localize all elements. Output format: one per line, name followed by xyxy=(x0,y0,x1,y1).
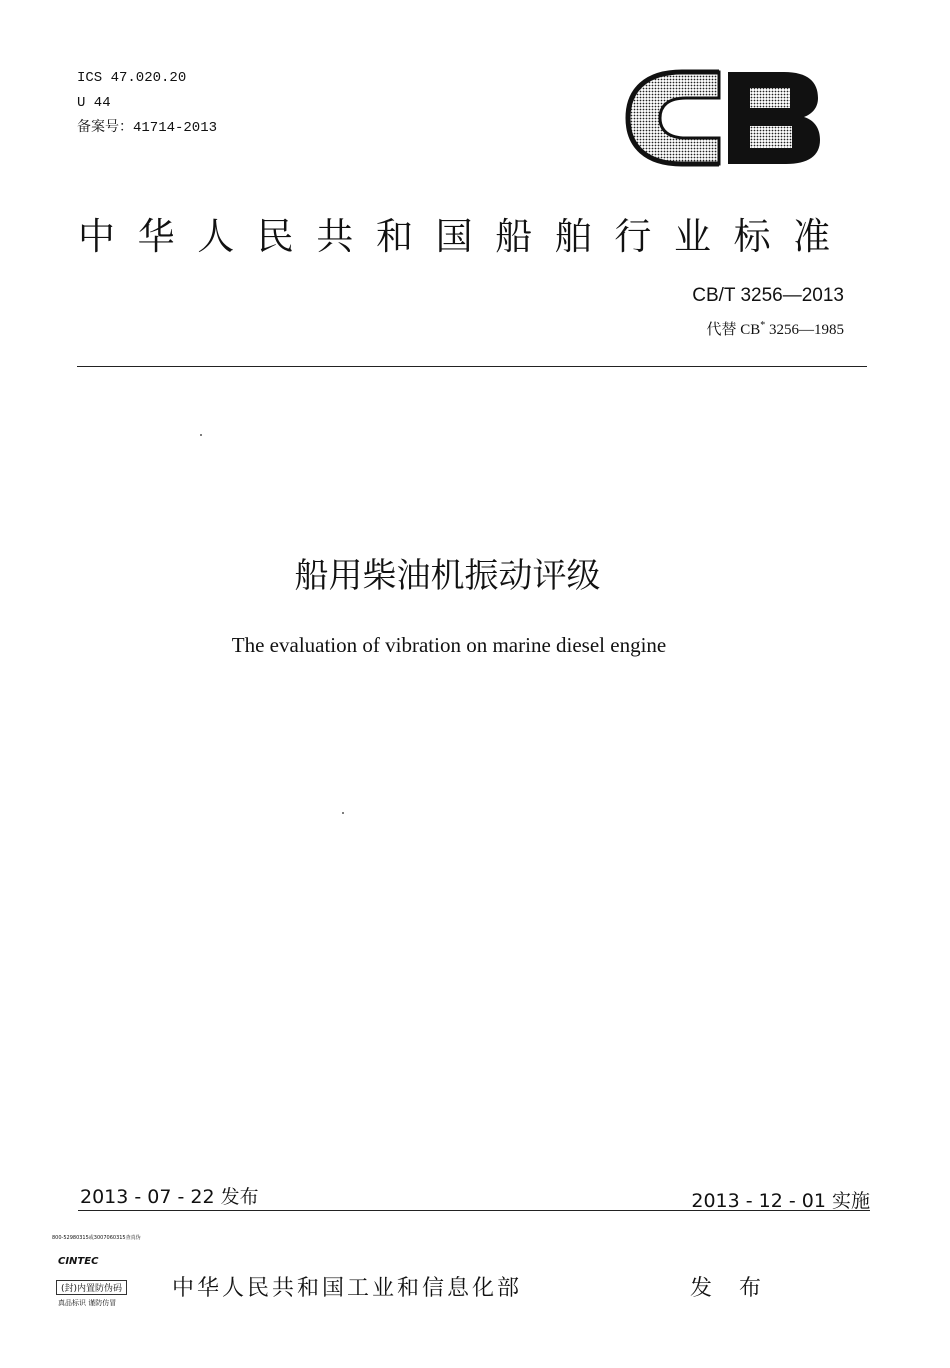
stamp-line-1: 800-52980315或3007060315查真伪 xyxy=(52,1235,141,1241)
publish-label: 发 布 xyxy=(690,1276,771,1301)
class-code: U 44 xyxy=(77,95,111,111)
document-subtitle: The evaluation of vibration on marine diesel engine xyxy=(231,633,667,657)
publisher: 中华人民共和国工业和信息化部 xyxy=(172,1276,523,1301)
replaces-prefix: 代替 CB xyxy=(706,322,761,338)
replaces-code: 3256—1985 xyxy=(765,322,844,338)
anti-counterfeit-stamp xyxy=(46,1232,172,1312)
issue-date: 2013 - 07 - 22 发布 xyxy=(80,1186,259,1208)
stamp-line-2: (封)内置防伪码 xyxy=(56,1280,127,1295)
bottom-divider xyxy=(78,1210,870,1211)
cb-logo xyxy=(624,66,824,170)
top-divider xyxy=(77,366,867,367)
document-title: 船用柴油机振动评级 xyxy=(294,556,601,596)
ics-code: ICS 47.020.20 xyxy=(77,70,187,86)
scan-speck xyxy=(342,812,344,814)
stamp-line-3: 真品标识 谨防仿冒 xyxy=(58,1299,117,1307)
stamp-brand: CINTEC xyxy=(58,1256,99,1267)
filing-number: 备案号：41714-2013 xyxy=(77,120,218,136)
header-meta xyxy=(77,66,217,141)
scan-speck xyxy=(200,434,202,436)
replaces-mark: * xyxy=(760,320,766,331)
replaces-standard xyxy=(706,318,844,339)
standard-org-title: 中华人民共和国船舶行业标准 xyxy=(78,215,853,258)
implementation-date: 2013 - 12 - 01 实施 xyxy=(691,1190,870,1212)
standard-code: CB/T 3256—2013 xyxy=(692,285,844,306)
